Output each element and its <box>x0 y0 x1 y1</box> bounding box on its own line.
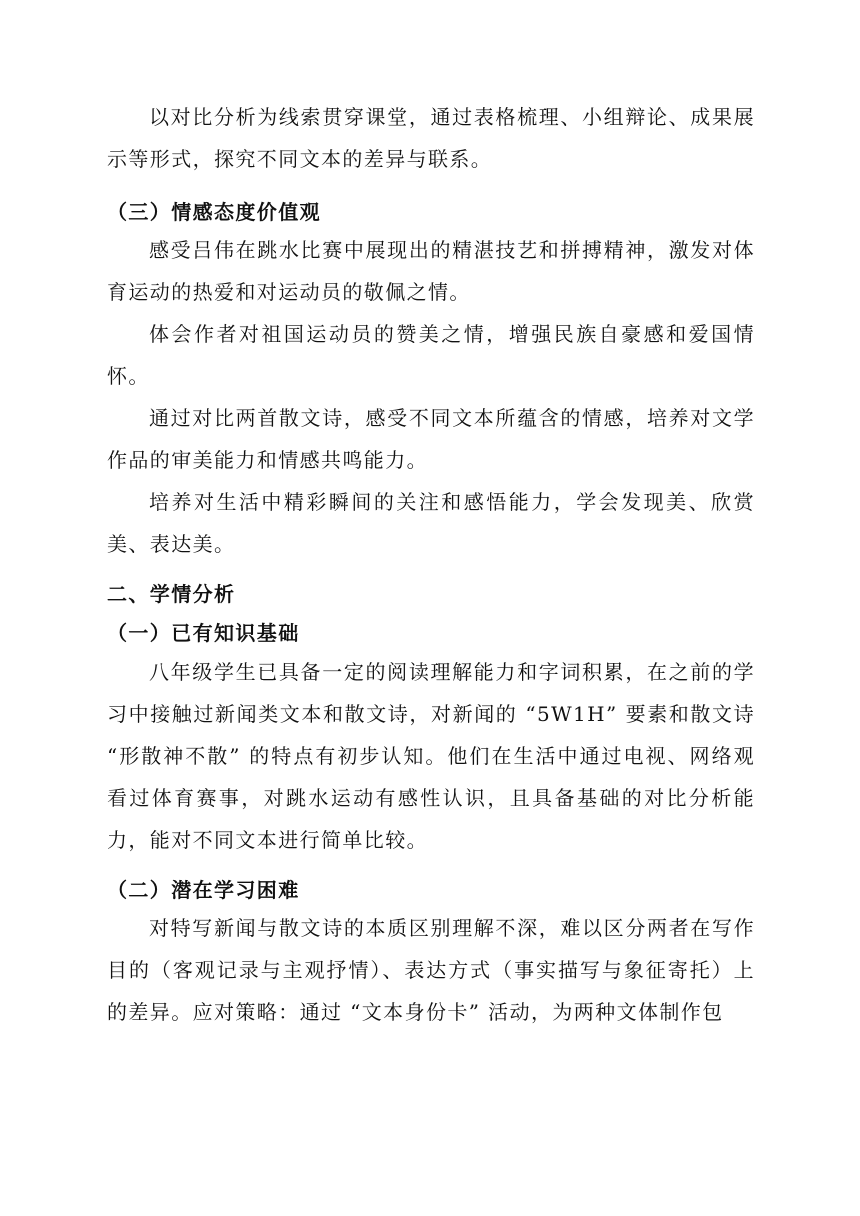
heading-student-analysis: 二、学情分析 <box>107 582 236 606</box>
paragraph-value-1: 感受吕伟在跳水比赛中展现出的精湛技艺和拼搏精神，激发对体育运动的热爱和对运动员的敬佩之情。 <box>107 238 755 304</box>
heading-emotion-values: （三）情感态度价值观 <box>107 200 321 224</box>
paragraph-value-2: 体会作者对祖国运动员的赞美之情，增强民族自豪感和爱国情怀。 <box>107 322 755 388</box>
paragraph-prior-knowledge: 八年级学生已具备一定的阅读理解能力和字词积累，在之前的学习中接触过新闻类文本和散文诗，对新闻的 “5W1H” 要素和散文诗 “形散神不散” 的特点有初步认知。他们在生活中通过电视、网络观看过体育赛事，对跳水运动有感性认识，且具备基础的对比分析能力，能对不同文本进行简单比较。 <box>107 660 755 852</box>
paragraph-teaching-method: 以对比分析为线索贯穿课堂，通过表格梳理、小组辩论、成果展示等形式，探究不同文本的差异与联系。 <box>107 105 755 171</box>
heading-learning-difficulty: （二）潜在学习困难 <box>107 878 300 902</box>
heading-prior-knowledge: （一）已有知识基础 <box>107 621 300 645</box>
paragraph-learning-difficulty: 对特写新闻与散文诗的本质区别理解不深，难以区分两者在写作目的（客观记录与主观抒情）、表达方式（事实描写与象征寄托）上的差异。应对策略：通过 “文本身份卡” 活动，为两种文体制作包 <box>107 916 755 1024</box>
paragraph-value-4: 培养对生活中精彩瞬间的关注和感悟能力，学会发现美、欣赏美、表达美。 <box>107 490 755 556</box>
paragraph-value-3: 通过对比两首散文诗，感受不同文本所蕴含的情感，培养对文学作品的审美能力和情感共鸣能力。 <box>107 406 755 472</box>
